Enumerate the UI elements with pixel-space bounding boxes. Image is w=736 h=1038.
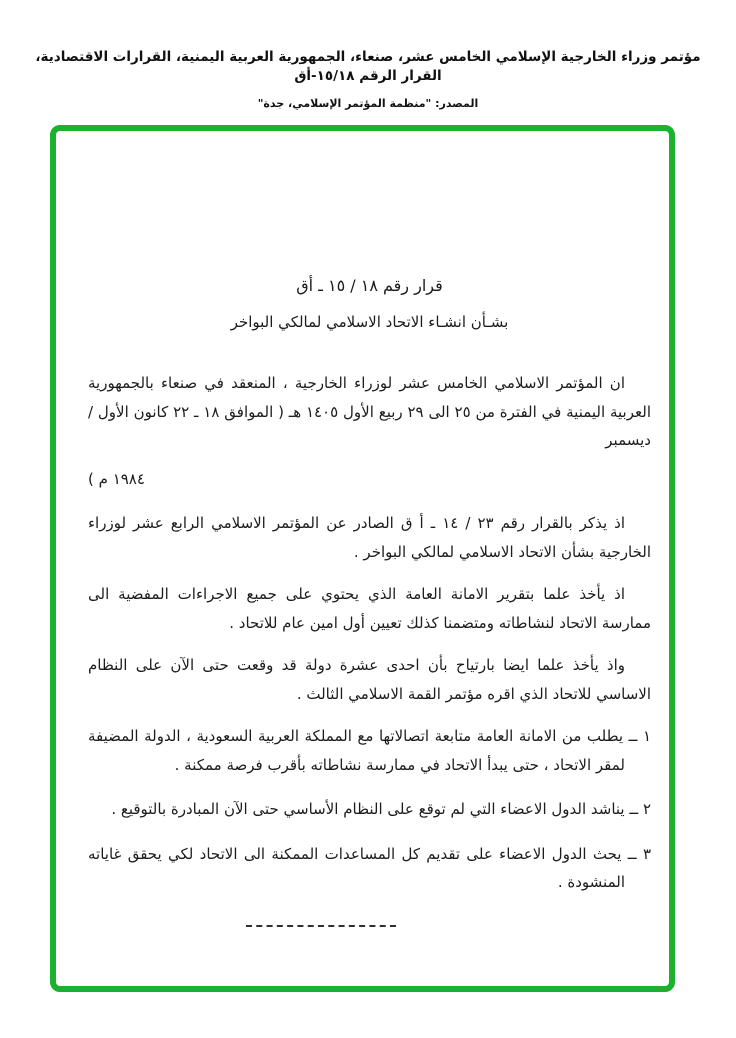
resolution-item-1: ١ ــ يطلب من الامانة العامة متابعة اتصالاتها مع المملكة العربية السعودية ، الدولة المضيفة لمقر الاتحاد ، حتى يبدأ الاتحاد في ممارسة نشاطاته بأقرب فرصة ممكنة .	[88, 727, 651, 774]
green-document-frame	[50, 125, 675, 992]
resolution-item-2: ٢ ــ يناشد الدول الاعضاء التي لم توقع على النظام الأساسي حتى الآن المبادرة بالتوقيع .	[111, 800, 651, 818]
page-header	[0, 0, 736, 110]
document-body	[56, 131, 669, 927]
resolution-item-3: ٣ ــ يحث الدول الاعضاء على تقديم كل المساعدات الممكنة الى الاتحاد لكي يحقق غاياته المنشودة .	[88, 844, 651, 891]
paragraph-preamble: ان المؤتمر الاسلامي الخامس عشر لوزراء الخارجية ، المنعقد في صنعاء بالجمهورية العربية اليمنية في الفترة من ٢٥ الى ٢٩ ربيع الأول ١٤٠٥ هـ ( الموافق ١٨ ـ ٢٢ كانون الأول / ديسمبر	[88, 374, 651, 449]
paragraph-recalls: اذ يذكر بالقرار رقم ٢٣ / ١٤ ـ أ ق الصادر عن المؤتمر الاسلامي الرابع عشر لوزراء الخارجية بشأن الاتحاد الاسلامي لمالكي البواخر .	[88, 514, 651, 561]
conference-header-title: مؤتمر وزراء الخارجية الإسلامي الخامس عشر، صنعاء، الجمهورية العربية اليمنية، القرارات الاقتصادية، القرار الرقم ١٥/١٨-أق	[35, 49, 701, 84]
paragraph-notes-satisfaction: واذ يأخذ علما ايضا بارتياح بأن احدى عشرة دولة قد وقعت حتى الآن على النظام الاساسي للاتحاد الذي اقره مؤتمر القمة الاسلامي الثالث .	[88, 656, 651, 703]
paragraph-takes-note: اذ يأخذ علما بتقرير الامانة العامة الذي يحتوي على جميع الاجراءات المفضية الى ممارسة الاتحاد لنشاطاته ومتضمنا كذلك تعيين أول امين عام للاتحاد .	[88, 585, 651, 632]
resolution-title: قرار رقم ١٨ / ١٥ ـ أق	[296, 276, 443, 295]
resolution-subtitle: بشـأن انشـاء الاتحاد الاسلامي لمالكي البواخر	[230, 313, 509, 331]
source-line: المصدر: "منظمة المؤتمر الإسلامي، جدة"	[257, 96, 479, 110]
end-separator-line	[246, 925, 396, 927]
paragraph-preamble-tail: ١٩٨٤ م )	[88, 469, 145, 488]
